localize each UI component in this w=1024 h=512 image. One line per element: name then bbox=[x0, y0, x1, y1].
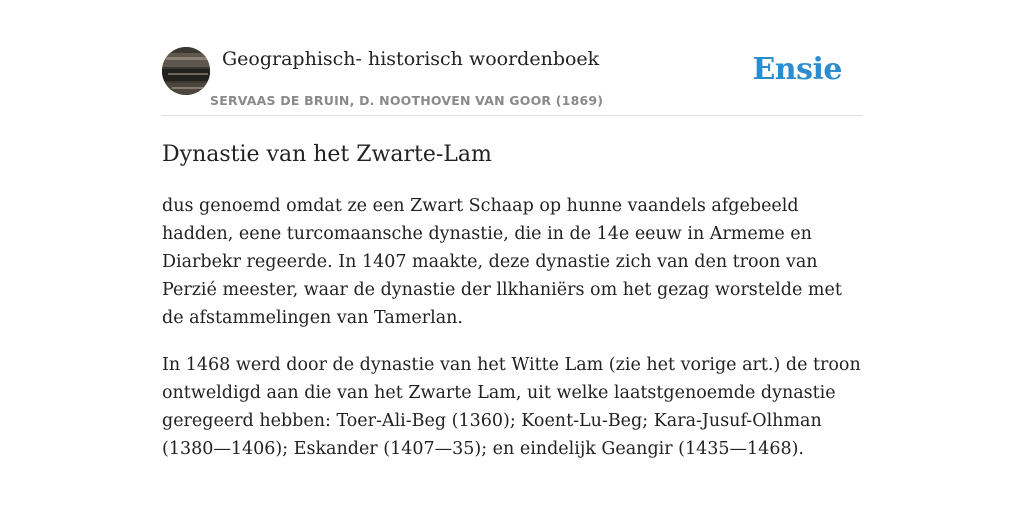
book-cover-icon[interactable] bbox=[162, 47, 210, 95]
ensie-logo[interactable]: Ensie bbox=[752, 52, 842, 87]
entry-title: Dynastie van het Zwarte-Lam bbox=[162, 142, 492, 167]
entry-body bbox=[162, 192, 868, 482]
page-header bbox=[162, 46, 862, 116]
entry-paragraph: dus genoemd omdat ze een Zwart Schaap op hunne vaandels afgebeeld hadden, eene turcomaansche dynastie, die in de 14e eeuw in Armeme en Diarbekr regeerde. In 1407 maakte, deze dynastie zich van den troon van Perzié meester, waar de dynastie der llkhaniërs om het gezag worstelde met de afstammelingen van Tamerlan. bbox=[162, 196, 842, 328]
book-title[interactable]: Geographisch- historisch woordenboek bbox=[222, 48, 600, 70]
book-author: SERVAAS DE BRUIN, D. NOOTHOVEN VAN GOOR (1869) bbox=[210, 93, 604, 108]
entry-paragraph: In 1468 werd door de dynastie van het Witte Lam (zie het vorige art.) de troon ontweldigd aan die van het Zwarte Lam, uit welke laatstgenoemde dynastie geregeerd hebben: Toer-Ali-Beg (1360); Koent-Lu-Beg; Kara-Jusuf-Olhman (1380—1406); Eskander (1407—35); en eindelijk Geangir (1435—1468). bbox=[162, 355, 861, 459]
